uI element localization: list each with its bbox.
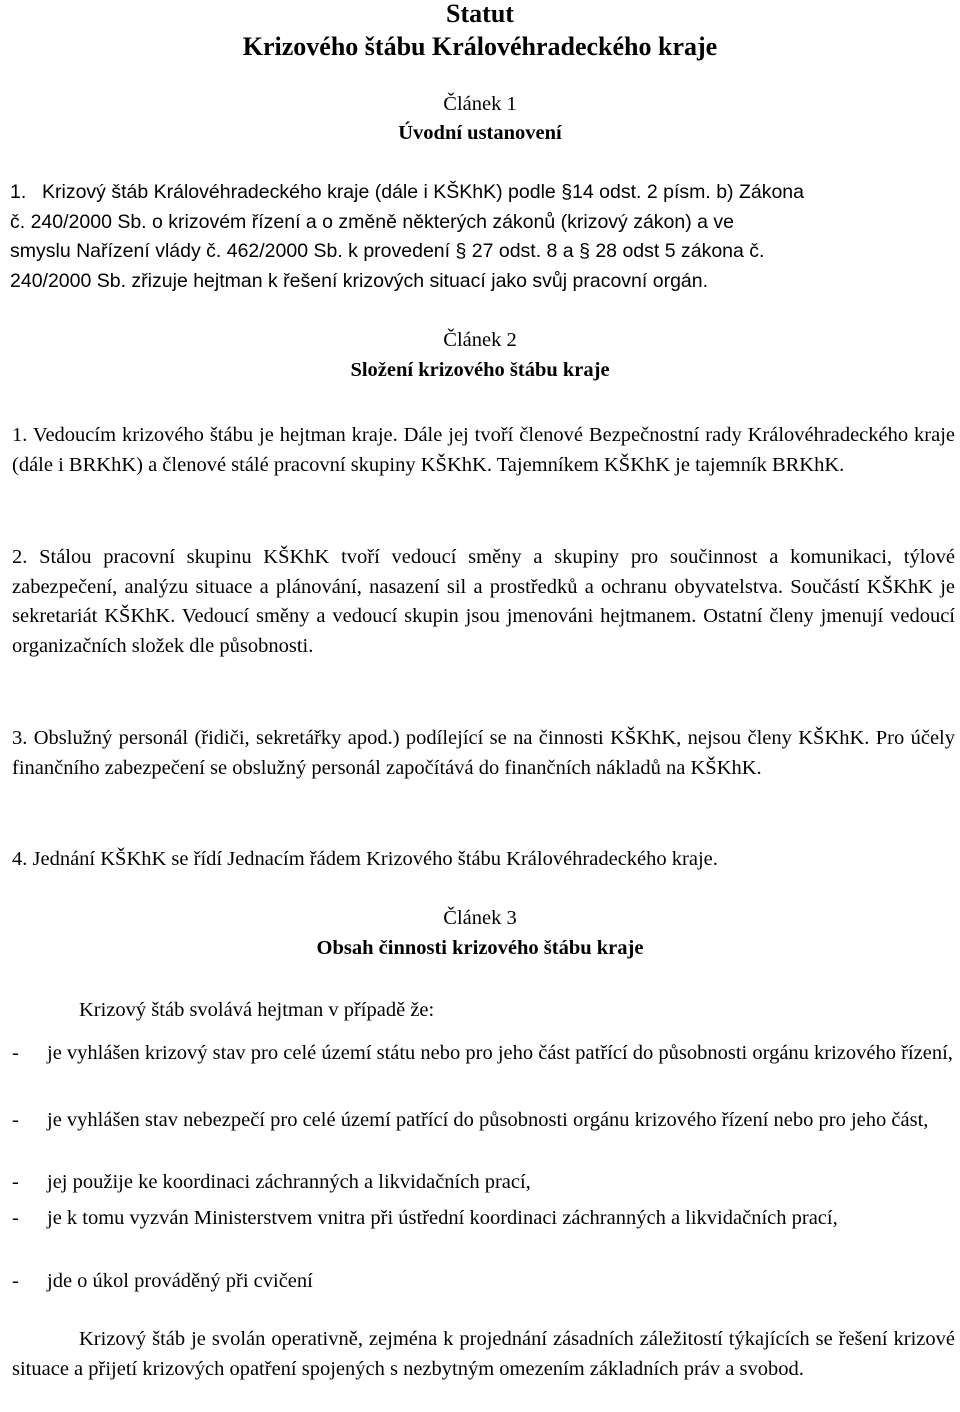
article-1-line-1: Krizový štáb Královéhradeckého kraje (dále i KŠKhK) podle §14 odst. 2 písm. b) Zákona — [42, 181, 804, 203]
dash-bullet: - — [12, 1171, 19, 1193]
article-1-line-3: smyslu Nařízení vlády č. 462/2000 Sb. k provedení § 27 odst. 8 a § 28 odst 5 zákona č. — [10, 240, 765, 262]
dash-bullet: - — [12, 1109, 19, 1131]
article-1-subheading: Úvodní ustanovení — [398, 122, 562, 144]
list-item-text: je k tomu vyzván Ministerstvem vnitra při ústřední koordinaci záchranných a likvidačních prací, — [47, 1207, 838, 1229]
article-2-paragraph-2: 2. Stálou pracovní skupinu KŠKhK tvoří vedoucí směny a skupiny pro součinnost a komunikaci, týlové zabezpečení, analýzu situace a plánování, nasazení sil a prostředků a ochranu obyvatelstva. Součástí KŠKhK je sekretariát KŠKhK. Vedoucí směny a vedoucí skupin jsou jmenováni hejtmanem. Ostatní členy jmenují vedoucí organizačních složek dle působnosti. — [12, 546, 955, 657]
article-1-line-4: 240/2000 Sb. zřizuje hejtman k řešení krizových situací jako svůj pracovní orgán. — [10, 269, 709, 292]
article-2-paragraph-1: 1. Vedoucím krizového štábu je hejtman kraje. Dále jej tvoří členové Bezpečnostní rady Královéhradeckého kraje (dále i BRKhK) a členové stálé pracovní skupiny KŠKhK. Tajemníkem KŠKhK je tajemník BRKhK. — [12, 424, 955, 476]
article-2-subheading: Složení krizového štábu kraje — [350, 359, 610, 381]
article-2-heading: Článek 2 — [443, 329, 517, 351]
article-3-closing: Krizový štáb je svolán operativně, zejména k projednání zásadních záležitostí týkajících se řešení krizové situace a přijetí krizových opatření spojených s nezbytným omezením základních práv a svobod. — [12, 1328, 955, 1380]
list-item-text: jej použije ke koordinaci záchranných a likvidačních prací, — [47, 1171, 531, 1193]
dash-bullet: - — [12, 1042, 19, 1064]
article-3-intro: Krizový štáb svolává hejtman v případě že: — [79, 999, 435, 1021]
article-2-paragraph-3: 3. Obslužný personál (řidiči, sekretářky apod.) podílející se na činnosti KŠKhK, nejsou členy KŠKhK. Pro účely finančního zabezpečení se obslužný personál započítává do finančních nákladů na KŠKhK. — [12, 727, 955, 779]
article-1-heading: Článek 1 — [443, 93, 517, 115]
article-3-subheading: Obsah činnosti krizového štábu kraje — [316, 937, 644, 959]
list-item-text: jde o úkol prováděný při cvičení — [47, 1270, 313, 1292]
dash-bullet: - — [12, 1207, 19, 1229]
list-item-text: je vyhlášen krizový stav pro celé území státu nebo pro jeho část patřící do působnosti orgánu krizového řízení, — [47, 1042, 953, 1064]
article-1-paragraph-number: 1. — [10, 181, 27, 203]
article-2-paragraph-4: 4. Jednání KŠKhK se řídí Jednacím řádem Krizového štábu Královéhradeckého kraje. — [12, 848, 718, 870]
article-1-line-2: č. 240/2000 Sb. o krizovém řízení a o změně některých zákonů (krizový zákon) a ve — [10, 210, 735, 233]
document-subtitle: Krizového štábu Královéhradeckého kraje — [242, 32, 718, 61]
list-item-text: je vyhlášen stav nebezpečí pro celé území patřící do působnosti orgánu krizového řízení nebo pro jeho část, — [47, 1109, 929, 1131]
article-3-heading: Článek 3 — [443, 907, 517, 929]
dash-bullet: - — [12, 1270, 19, 1292]
document-title: Statut — [446, 0, 514, 28]
